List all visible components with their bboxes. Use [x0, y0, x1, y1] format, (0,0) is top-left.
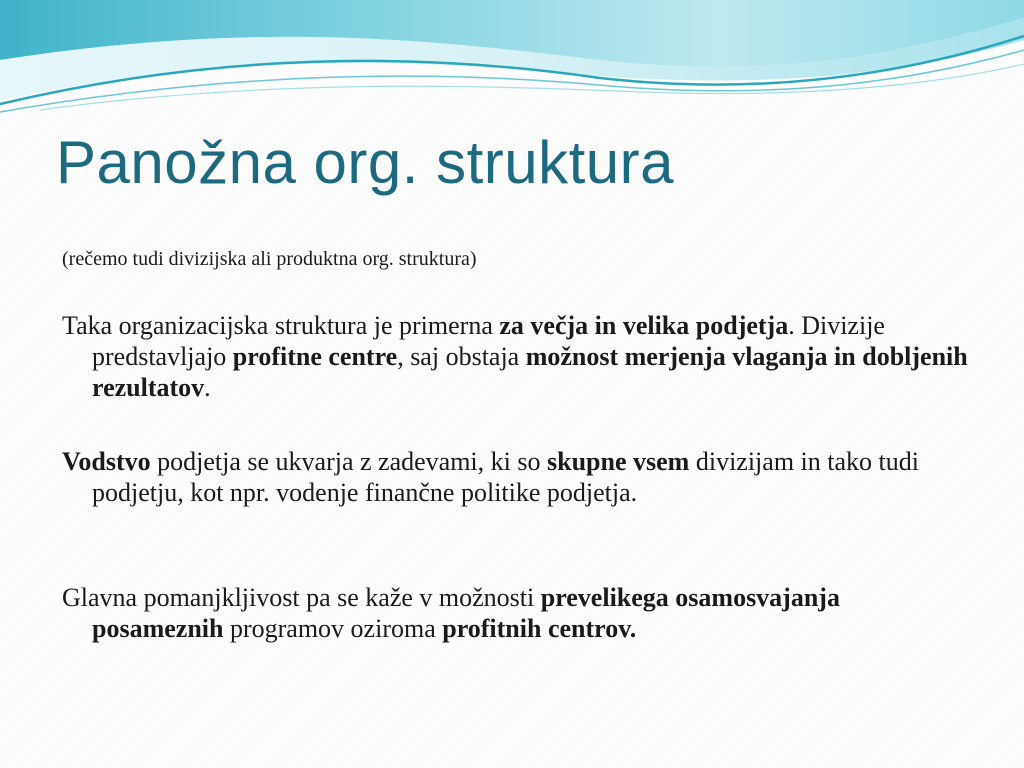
paragraph-text: Glavna pomanjkljivost pa se kaže v možnosti — [62, 583, 541, 612]
emphasis: možnost merjenja vlaganja in dobljenih rezultatov — [92, 342, 968, 402]
paragraph-text: , saj obstaja — [397, 342, 526, 371]
paragraph-leadership — [62, 446, 972, 508]
paragraph-text: . Divizije predstavljajo — [92, 311, 885, 371]
emphasis: za večja in velika podjetja — [499, 311, 789, 340]
paragraph-text: programov oziroma — [223, 614, 443, 643]
slide-subtitle: (rečemo tudi divizijska ali produktna org. struktura) — [62, 248, 477, 270]
emphasis: prevelikega osamosvajanja posameznih — [92, 583, 840, 643]
paragraph-suitability — [62, 310, 972, 403]
decorative-wave-header — [0, 0, 1024, 130]
emphasis: profitnih centrov. — [442, 614, 637, 643]
paragraph-text: . — [204, 373, 211, 402]
paragraph-text: divizijam in tako tudi podjetju, kot npr. vodenje finančne politike podjetja. — [92, 447, 919, 507]
paragraph-text: Taka organizacijska struktura je primerna — [62, 311, 500, 340]
paragraph-weakness — [62, 582, 972, 644]
emphasis: skupne vsem — [547, 447, 690, 476]
emphasis: profitne centre — [232, 342, 398, 371]
paragraph-text: podjetja se ukvarja z zadevami, ki so — [150, 447, 548, 476]
slide-title: Panožna org. struktura — [56, 129, 675, 196]
emphasis: Vodstvo — [62, 447, 151, 476]
